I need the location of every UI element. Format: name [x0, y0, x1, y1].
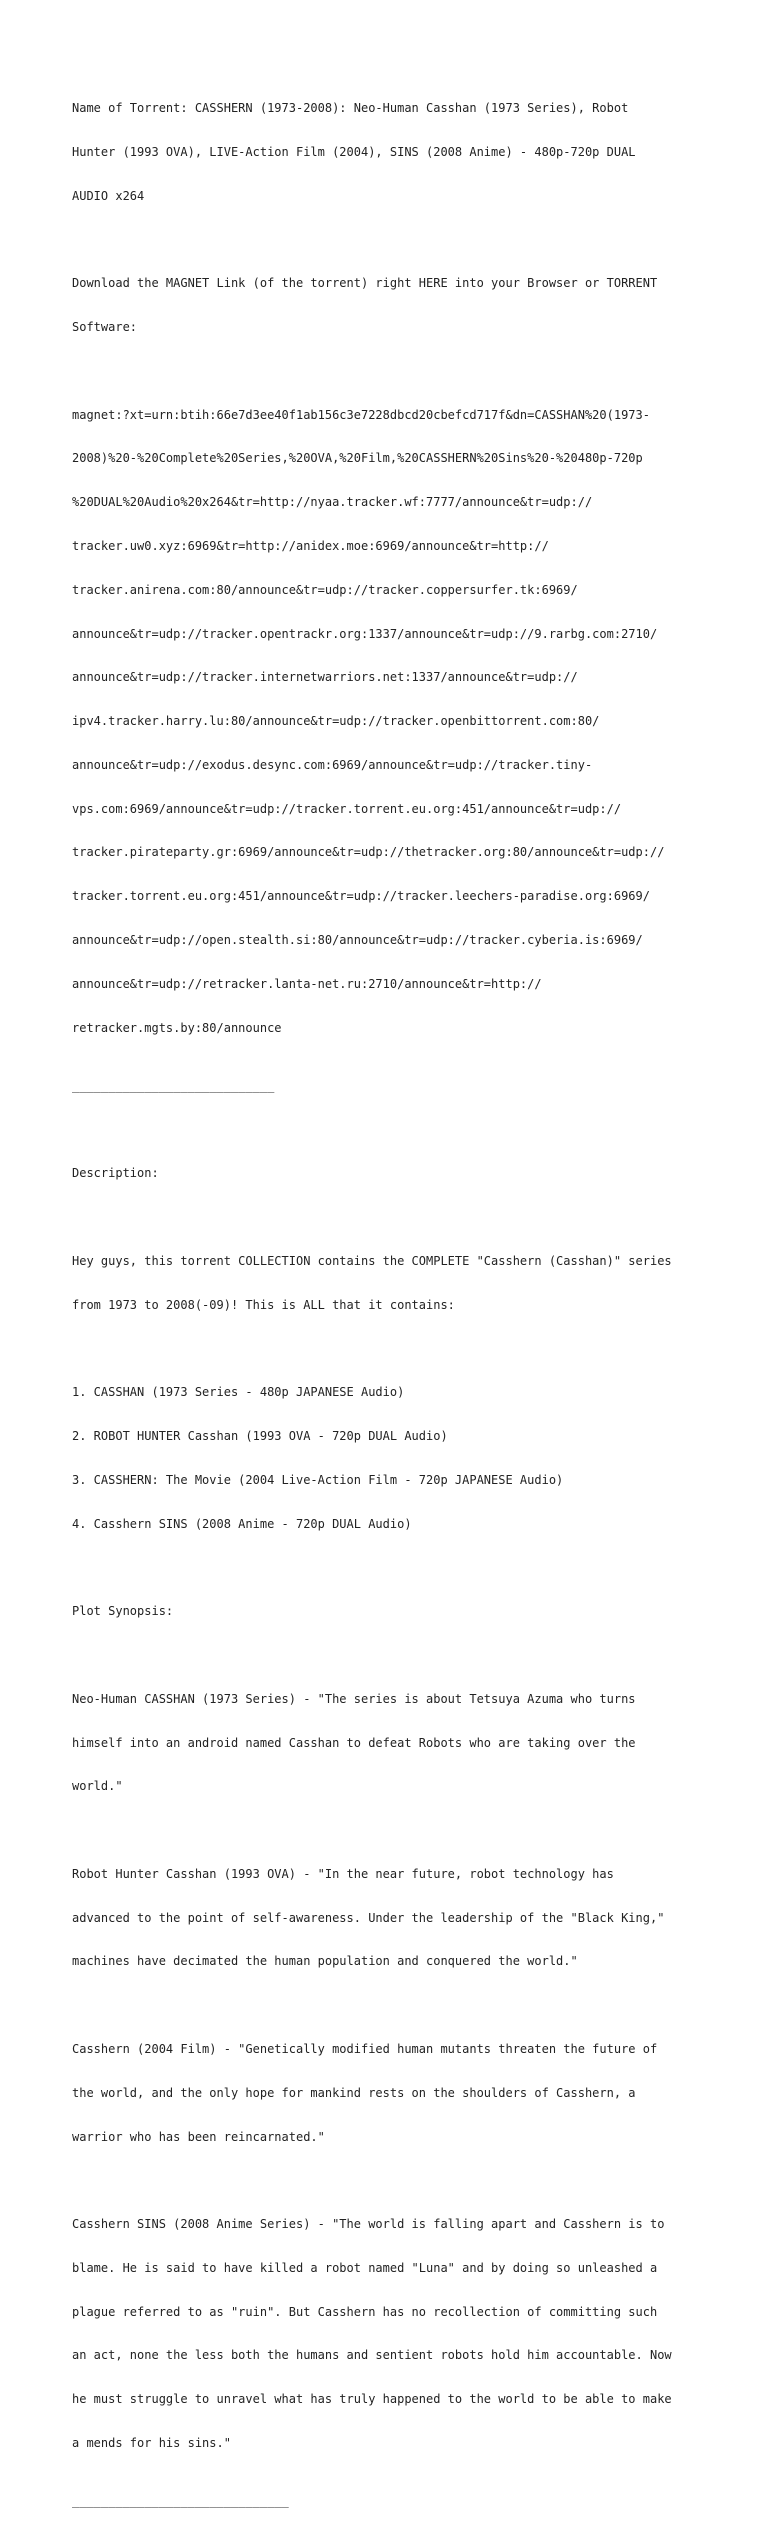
document-page: [72, 72, 712, 2524]
magnet-line: tracker.pirateparty.gr:6969/announce&tr=udp://thetracker.org:80/announce&tr=udp://: [72, 845, 665, 860]
magnet-line: announce&tr=udp://tracker.internetwarriors.net:1337/announce&tr=udp://: [72, 670, 578, 685]
text-line: machines have decimated the human population and conquered the world.": [72, 1954, 578, 1969]
text-line: Hunter (1993 OVA), LIVE-Action Film (2004), SINS (2008 Anime) - 480p-720p DUAL: [72, 144, 636, 159]
text-line: Casshern (2004 Film) - "Genetically modified human mutants threaten the future of: [72, 2041, 658, 2056]
download-intro: [72, 247, 712, 364]
magnet-link: [72, 378, 712, 1064]
text-line: an act, none the less both the humans and sentient robots hold him accountable. Now: [72, 2348, 672, 2363]
section-heading: Plot Synopsis:: [72, 1604, 174, 1619]
text-line: Software:: [72, 320, 138, 335]
text-line: from 1973 to 2008(-09)! This is ALL that it contains:: [72, 1297, 455, 1312]
text-line: Hey guys, this torrent COLLECTION contains the COMPLETE "Casshern (Casshan)" series: [72, 1253, 672, 1268]
text-line: Name of Torrent: CASSHERN (1973-2008): Neo-Human Casshan (1973 Series), Robot: [72, 101, 629, 116]
section-heading: Description:: [72, 1166, 159, 1181]
synopsis-casshan-1973: [72, 1663, 712, 1824]
description-intro: [72, 1225, 712, 1342]
magnet-line: tracker.anirena.com:80/announce&tr=udp://tracker.coppersurfer.tk:6969/: [72, 582, 578, 597]
magnet-line: 2008)%20-%20Complete%20Series,%20OVA,%20Film,%20CASSHERN%20Sins%20-%20480p-720p: [72, 451, 643, 466]
text-line: he must struggle to unravel what has truly happened to the world to be able to make: [72, 2392, 672, 2407]
text-line: the world, and the only hope for mankind rests on the shoulders of Casshern, a: [72, 2085, 636, 2100]
text-line: Robot Hunter Casshan (1993 OVA) - "In the near future, robot technology has: [72, 1866, 614, 1881]
text-line: blame. He is said to have killed a robot named "Luna" and by doing so unleashed a: [72, 2260, 658, 2275]
contents-list: [72, 1356, 712, 1560]
synopsis-casshern-sins-2008: [72, 2188, 712, 2480]
magnet-line: tracker.uw0.xyz:6969&tr=http://anidex.moe:6969/announce&tr=http://: [72, 539, 549, 553]
text-line: world.": [72, 1779, 123, 1794]
description-heading: [72, 1137, 712, 1210]
synopsis-heading: [72, 1575, 712, 1648]
list-item: 4. Casshern SINS (2008 Anime - 720p DUAL Audio): [72, 1516, 412, 1531]
synopsis-casshern-2004: [72, 2013, 712, 2174]
magnet-line: ipv4.tracker.harry.lu:80/announce&tr=udp://tracker.openbittorrent.com:80/: [72, 714, 600, 729]
magnet-line: announce&tr=udp://exodus.desync.com:6969/announce&tr=udp://tracker.tiny-: [72, 757, 593, 772]
text-line: Download the MAGNET Link (of the torrent) right HERE into your Browser or TORRENT: [72, 276, 658, 291]
divider-rule: ____________________________: [72, 1078, 275, 1093]
magnet-line: %20DUAL%20Audio%20x264&tr=http://nyaa.tracker.wf:7777/announce&tr=udp://: [72, 495, 593, 510]
text-line: advanced to the point of self-awareness. Under the leadership of the "Black King,": [72, 1910, 665, 1925]
text-line: warrior who has been reincarnated.": [72, 2129, 325, 2144]
list-item: 3. CASSHERN: The Movie (2004 Live-Action Film - 720p JAPANESE Audio): [72, 1472, 564, 1487]
text-line: Neo-Human CASSHAN (1973 Series) - "The series is about Tetsuya Azuma who turns: [72, 1691, 636, 1706]
text-line: himself into an android named Casshan to defeat Robots who are taking over the: [72, 1735, 636, 1750]
magnet-line: announce&tr=udp://retracker.lanta-net.ru:2710/announce&tr=http://: [72, 976, 542, 991]
synopsis-robot-hunter-1993: [72, 1838, 712, 1999]
magnet-line: announce&tr=udp://tracker.opentrackr.org:1337/announce&tr=udp://9.rarbg.com:2710/: [72, 626, 658, 641]
list-item: 2. ROBOT HUNTER Casshan (1993 OVA - 720p DUAL Audio): [72, 1429, 448, 1444]
magnet-line: vps.com:6969/announce&tr=udp://tracker.torrent.eu.org:451/announce&tr=udp://: [72, 801, 622, 816]
text-line: Casshern SINS (2008 Anime Series) - "The world is falling apart and Casshern is to: [72, 2217, 665, 2232]
divider-rule: ______________________________: [72, 2494, 289, 2509]
text-line: a mends for his sins.": [72, 2436, 231, 2450]
text-line: AUDIO x264: [72, 188, 145, 203]
magnet-line: announce&tr=udp://open.stealth.si:80/announce&tr=udp://tracker.cyberia.is:6969/: [72, 933, 643, 948]
magnet-line: tracker.torrent.eu.org:451/announce&tr=udp://tracker.leechers-paradise.org:6969/: [72, 889, 650, 904]
magnet-line: magnet:?xt=urn:btih:66e7d3ee40f1ab156c3e7228dbcd20cbefcd717f&dn=CASSHAN%20(1973-: [72, 407, 650, 422]
magnet-line: retracker.mgts.by:80/announce: [72, 1020, 282, 1035]
torrent-name: [72, 72, 712, 233]
list-item: 1. CASSHAN (1973 Series - 480p JAPANESE Audio): [72, 1385, 405, 1400]
text-line: plague referred to as "ruin". But Casshern has no recollection of committing such: [72, 2304, 658, 2319]
